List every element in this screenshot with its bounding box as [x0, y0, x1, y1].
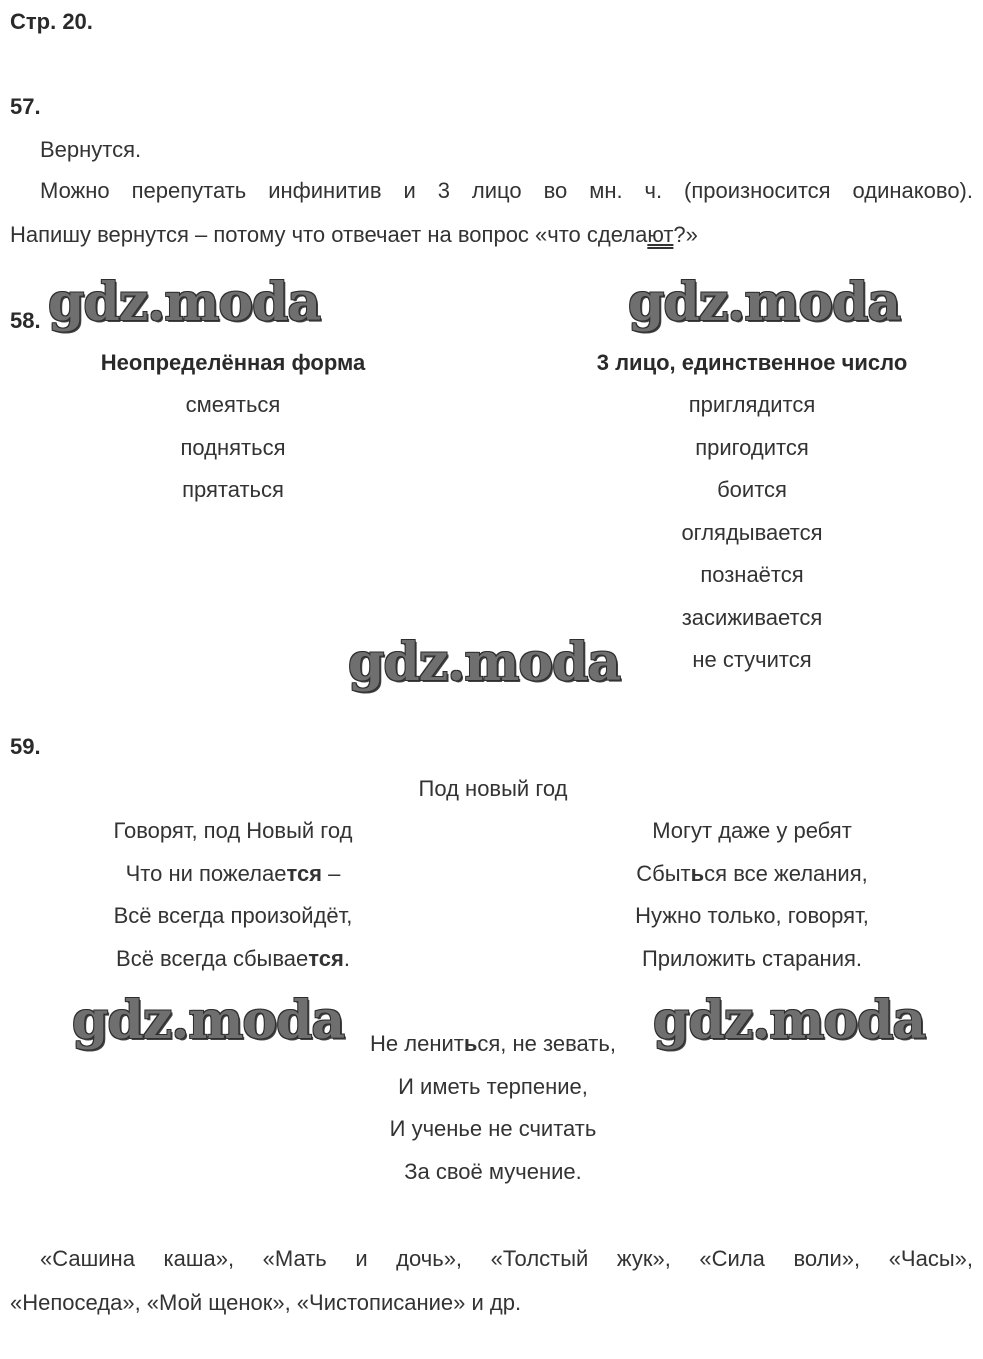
poem-line: И иметь терпение,: [398, 1073, 588, 1099]
ex57-conclusion-end: ?»: [673, 222, 698, 247]
exercise-59-number: 59.: [10, 734, 41, 759]
poem-stanza-3: [323, 1023, 663, 1193]
watermark-logo: gdz.moda: [48, 272, 321, 333]
watermark-logo: gdz.moda: [72, 990, 345, 1051]
poem-line: Всё всегда произойдёт,: [113, 903, 353, 928]
poem-line: Нужно только, говорят,: [635, 903, 869, 928]
ex57-conclusion-text: Напишу вернутся – потому что отвечает на вопрос «что сдела: [10, 222, 648, 247]
poem-line: Не лениться, не зевать,: [370, 1031, 616, 1056]
ex58-right-column: [602, 384, 902, 682]
story-titles-line-1: «Сашина каша», «Мать и дочь», «Толстый жук», «Сила воли», «Часы»,: [40, 1246, 973, 1271]
watermark-logo: gdz.moda: [348, 632, 621, 693]
poem-line: Могут даже у ребят: [652, 818, 852, 843]
poem-title: Под новый год: [418, 776, 568, 801]
poem-line: Всё всегда сбывается.: [116, 945, 350, 971]
poem-line: Приложить старания.: [641, 945, 863, 971]
list-item: засиживается: [681, 604, 823, 630]
list-item: не стучится: [692, 647, 812, 672]
ex58-left-header: Неопределённая форма: [100, 350, 366, 375]
poem-line: За своё мучение.: [404, 1158, 582, 1184]
poem-stanza-1: [63, 810, 403, 980]
poem-line: Сбыться все желания,: [636, 860, 868, 886]
page-header: Стр. 20.: [10, 9, 93, 34]
exercise-58-number: 58.: [10, 308, 41, 333]
list-item: подняться: [180, 434, 286, 460]
ex57-answer: Вернутся.: [40, 137, 142, 162]
list-item: прятаться: [182, 477, 284, 502]
poem-line: Что ни пожелается –: [125, 860, 341, 886]
ex58-left-column: [83, 384, 383, 512]
poem-line: И ученье не считать: [389, 1116, 597, 1141]
story-titles-line-2: «Непоседа», «Мой щенок», «Чистописание» и др.: [10, 1290, 522, 1315]
ex57-conclusion: [10, 222, 698, 248]
list-item: пригодится: [695, 434, 809, 460]
ex57-underlined-ending: ют: [647, 222, 674, 247]
list-item: познаётся: [700, 562, 804, 587]
ex58-right-header: 3 лицо, единственное число: [596, 350, 908, 375]
list-item: приглядится: [688, 392, 816, 417]
watermark-logo: gdz.moda: [653, 990, 926, 1051]
ex57-explanation: Можно перепутать инфинитив и 3 лицо во мн. ч. (произносится одинаково).: [40, 178, 973, 203]
watermark-logo: gdz.moda: [628, 272, 901, 333]
poem-stanza-2: [582, 810, 922, 980]
list-item: боится: [717, 477, 787, 502]
poem-line: Говорят, под Новый год: [113, 818, 353, 843]
exercise-57-number: 57.: [10, 94, 41, 119]
list-item: оглядывается: [681, 519, 823, 545]
list-item: смеяться: [185, 392, 281, 417]
